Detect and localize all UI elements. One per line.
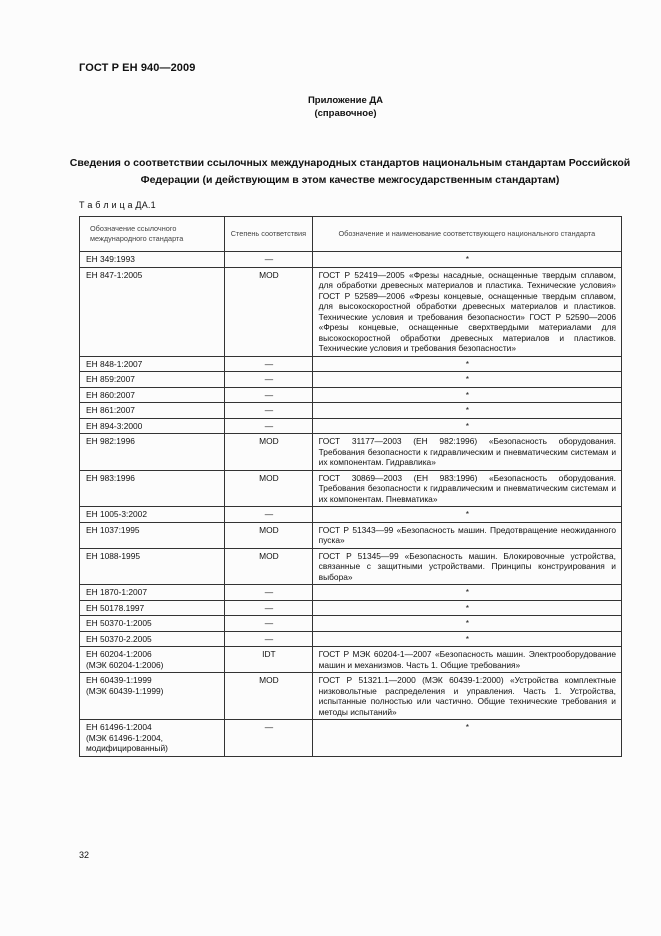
standard-designation: ЕН 982:1996 xyxy=(86,436,135,446)
national-standard: ГОСТ Р МЭК 60204-1—2007 «Безопасность машин. Электрооборудование машин и механизмов. Часть 1. Общие требования» xyxy=(312,647,621,673)
table-row xyxy=(80,507,622,523)
standard-designation: ЕН 1870-1:2007 xyxy=(86,587,147,597)
table-row xyxy=(80,434,622,471)
standard-designation-cell xyxy=(80,522,225,548)
standard-designation: ЕН 1088-1995 xyxy=(86,550,141,561)
document-header: ГОСТ Р ЕН 940—2009 xyxy=(79,62,196,74)
standard-designation-cell xyxy=(80,631,225,647)
standard-designation-cell xyxy=(80,434,225,471)
standard-designation-cell xyxy=(80,267,225,356)
national-standard: ГОСТ Р 52419—2005 «Фрезы насадные, оснащенные твердым сплавом, для обработки древесных материалов и пластика. Технические условия» ГОСТ Р 52589—2006 «Фрезы концевые, оснащенные твердым сплавом, для высокоскоростной обработки древесных материалов и пластиков. Технические условия и требования безопасности» ГОСТ Р 52590—2006 «Фрезы концевые, оснащенные сверхтвердыми материалами для высокоскоростной обработки древесных материалов и пластиков. Технические условия и требования безопасности» xyxy=(312,267,621,356)
header-degree: Степень соответствия xyxy=(225,217,312,252)
standard-designation-cell xyxy=(80,616,225,632)
degree-of-correspondence: — xyxy=(225,418,312,434)
header-designation: Обозначение ссылочного международного стандарта xyxy=(80,217,225,252)
national-standard: * xyxy=(312,720,621,757)
standard-designation: ЕН 894-3:2000 xyxy=(86,420,143,431)
degree-of-correspondence: — xyxy=(225,585,312,601)
table-row xyxy=(80,418,622,434)
table-row xyxy=(80,631,622,647)
section-title: Сведения о соответствии ссылочных международных стандартов национальным стандартам Российской Федерации (и действующим в этом качестве межгосударственным стандартам) xyxy=(69,157,631,186)
national-standard: * xyxy=(312,252,621,268)
table-row xyxy=(80,252,622,268)
table-row xyxy=(80,647,622,673)
correspondence-table xyxy=(79,216,622,757)
standard-designation: ЕН 859:2007 xyxy=(86,374,135,384)
degree-of-correspondence: — xyxy=(225,616,312,632)
appendix-title: Приложение ДА xyxy=(307,95,384,106)
national-standard: ГОСТ Р 51321.1—2000 (МЭК 60439-1:2000) «Устройства комплектные низковольтные распределения и управления. Часть 1. Устройства, испытанные полностью или частично. Общие технические требования и методы испытаний» xyxy=(312,673,621,720)
degree-of-correspondence: — xyxy=(225,507,312,523)
standard-designation-cell xyxy=(80,720,225,757)
standard-designation-cell xyxy=(80,418,225,434)
degree-of-correspondence: MOD xyxy=(225,267,312,356)
degree-of-correspondence: MOD xyxy=(225,673,312,720)
standard-designation-cell xyxy=(80,356,225,372)
degree-of-correspondence: IDT xyxy=(225,647,312,673)
table-body xyxy=(80,252,622,757)
standard-designation: ЕН 860:2007 xyxy=(86,389,135,400)
degree-of-correspondence: — xyxy=(225,600,312,616)
standard-designation: ЕН 60204-1:2006 xyxy=(86,649,152,659)
standard-designation: ЕН 847-1:2005 xyxy=(86,269,143,280)
degree-of-correspondence: MOD xyxy=(225,434,312,471)
national-standard: ГОСТ 30869—2003 (ЕН 983:1996) «Безопасность оборудования. Требования безопасности к гидравлическим и пневматическим системам и их компонентам. Пневматика» xyxy=(312,470,621,507)
standard-designation-cell xyxy=(80,673,225,720)
table-row xyxy=(80,616,622,632)
national-standard: ГОСТ Р 51345—99 «Безопасность машин. Блокировочные устройства, связанные с защитными устройствами. Принципы конструирования и выбора» xyxy=(312,548,621,585)
national-standard: * xyxy=(312,387,621,403)
degree-of-correspondence: — xyxy=(225,720,312,757)
standard-designation: ЕН 983:1996 xyxy=(86,472,135,483)
standard-designation-cell xyxy=(80,252,225,268)
standard-designation: ЕН 60439-1:1999 xyxy=(86,675,152,685)
national-standard: ГОСТ Р 51343—99 «Безопасность машин. Предотвращение неожиданного пуска» xyxy=(312,522,621,548)
header-correspondence: Обозначение и наименование соответствующего национального стандарта xyxy=(312,217,621,252)
national-standard: * xyxy=(312,616,621,632)
national-standard: * xyxy=(312,631,621,647)
standard-designation: ЕН 50178.1997 xyxy=(86,602,145,613)
table-row xyxy=(80,548,622,585)
national-standard: * xyxy=(312,600,621,616)
appendix-subtitle: (справочное) xyxy=(314,108,377,119)
degree-of-correspondence: MOD xyxy=(225,548,312,585)
table-row xyxy=(80,673,622,720)
standard-designation: ЕН 349:1993 xyxy=(86,254,135,264)
standard-designation-cell xyxy=(80,470,225,507)
standard-designation: ЕН 61496-1:2004 xyxy=(86,722,152,732)
standard-designation: ЕН 1037:1995 xyxy=(86,524,140,535)
table-row xyxy=(80,522,622,548)
degree-of-correspondence: MOD xyxy=(225,470,312,507)
standard-designation-cell xyxy=(80,600,225,616)
standard-designation-cell xyxy=(80,403,225,419)
standard-designation-cell xyxy=(80,372,225,388)
standard-designation: ЕН 861:2007 xyxy=(86,405,135,415)
degree-of-correspondence: — xyxy=(225,387,312,403)
table-row xyxy=(80,267,622,356)
standard-designation-note: (МЭК 60204-1:2006) xyxy=(86,659,164,670)
degree-of-correspondence: — xyxy=(225,403,312,419)
table-row xyxy=(80,600,622,616)
table-row xyxy=(80,585,622,601)
standard-designation: ЕН 50370-1:2005 xyxy=(86,618,152,628)
national-standard: * xyxy=(312,585,621,601)
standard-designation: ЕН 50370-2.2005 xyxy=(86,633,152,644)
standard-designation-note: (МЭК 61496-1:2004, модифицированный) xyxy=(86,732,168,753)
appendix-heading xyxy=(0,94,661,120)
standard-designation: ЕН 848-1:2007 xyxy=(86,358,143,369)
table-row xyxy=(80,720,622,757)
table-caption: Т а б л и ц а ДА.1 xyxy=(79,200,156,210)
table-header-row xyxy=(80,217,622,252)
national-standard: * xyxy=(312,403,621,419)
table-row xyxy=(80,372,622,388)
national-standard: * xyxy=(312,372,621,388)
standard-designation-note: (МЭК 60439-1:1999) xyxy=(86,685,164,696)
degree-of-correspondence: — xyxy=(225,372,312,388)
standard-designation-cell xyxy=(80,647,225,673)
table-row xyxy=(80,356,622,372)
degree-of-correspondence: MOD xyxy=(225,522,312,548)
standard-designation-cell xyxy=(80,507,225,523)
degree-of-correspondence: — xyxy=(225,252,312,268)
national-standard: * xyxy=(312,507,621,523)
standard-designation-cell xyxy=(80,387,225,403)
national-standard: * xyxy=(312,418,621,434)
table-row xyxy=(80,387,622,403)
standard-designation-cell xyxy=(80,585,225,601)
table-row xyxy=(80,403,622,419)
standard-designation: ЕН 1005-3:2002 xyxy=(86,509,147,519)
table-row xyxy=(80,470,622,507)
national-standard: * xyxy=(312,356,621,372)
degree-of-correspondence: — xyxy=(225,631,312,647)
page-number: 32 xyxy=(79,850,90,860)
degree-of-correspondence: — xyxy=(225,356,312,372)
standard-designation-cell xyxy=(80,548,225,585)
national-standard: ГОСТ 31177—2003 (ЕН 982:1996) «Безопасность оборудования. Требования безопасности к гидравлическим и пневматическим системам и их компонентам. Гидравлика» xyxy=(312,434,621,471)
